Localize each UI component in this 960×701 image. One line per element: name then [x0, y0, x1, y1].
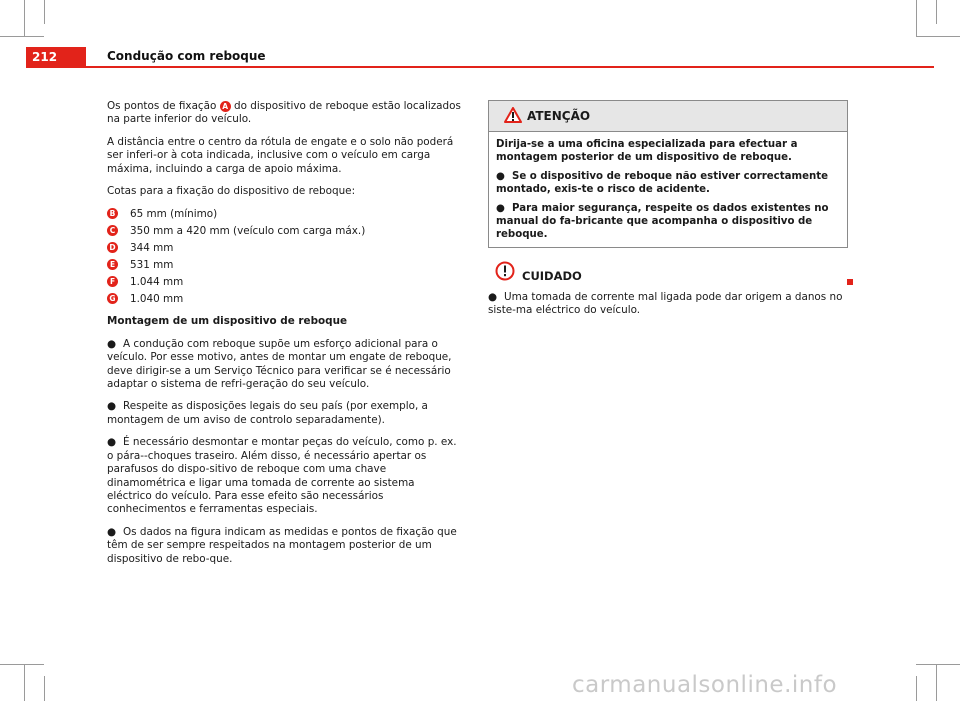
- mounting-bullet: [107, 338, 462, 392]
- mounting-title: Montagem de um dispositivo de reboque: [107, 315, 348, 328]
- warning-triangle-icon: [504, 107, 522, 123]
- crop-mark: [44, 0, 45, 24]
- bullet-text: Respeite as disposições legais do seu país (por exemplo, a montagem de um aviso de controlo separadamente).: [107, 400, 428, 426]
- bullet-text: A condução com reboque supõe um esforço adicional para o veículo. Por esse motivo, antes de montar um engate de reboque, deve dirigir-se a um Serviço Técnico para verificar se é necessário adaptar o sistema de refri-geração do seu veículo.: [107, 337, 452, 391]
- marker-c: C: [107, 225, 118, 236]
- dimension-value: 344 mm: [130, 242, 174, 255]
- dimension-value: 1.040 mm: [130, 293, 184, 306]
- marker-a: A: [220, 101, 231, 112]
- bullet-dot: ●: [496, 203, 505, 214]
- marker-d: D: [107, 242, 118, 253]
- caution-title: CUIDADO: [522, 269, 582, 283]
- bullet-text: Se o dispositivo de reboque não estiver correctamente montado, exis-te o risco de acidente.: [496, 171, 829, 195]
- left-column: [107, 100, 462, 575]
- mounting-bullet: [107, 436, 462, 516]
- dimension-list: [107, 207, 462, 309]
- dimension-value: 65 mm (mínimo): [130, 208, 218, 221]
- bullet-text: É necessário desmontar e montar peças do veículo, como p. ex. o pára--choques traseiro. Além disso, é necessário apertar os parafusos do dispo-sitivo de reboque com uma chave dinamométrica e ligar uma tomada de corrente ao sistema eléctrico do veículo. Para esse efeito são necessários conhecimentos e ferramentas especiais.: [107, 436, 457, 516]
- crop-mark: [0, 664, 44, 665]
- caution-bullet: [488, 291, 848, 318]
- dimension-item: [107, 207, 462, 224]
- bullet-dot: ●: [107, 525, 117, 538]
- dimension-value: 350 mm a 420 mm (veículo com carga máx.): [130, 225, 366, 238]
- crop-mark: [916, 664, 960, 665]
- warning-bullet: [496, 170, 840, 196]
- bullet-dot: ●: [107, 436, 117, 449]
- dimensions-intro: Cotas para a fixação do dispositivo de reboque:: [107, 185, 356, 198]
- crop-mark: [916, 676, 917, 701]
- mounting-bullet: [107, 400, 462, 427]
- intro-paragraph: [107, 100, 462, 127]
- bullet-dot: ●: [488, 291, 498, 303]
- crop-mark: [0, 36, 44, 37]
- warning-body: [489, 132, 847, 247]
- marker-g: G: [107, 293, 118, 304]
- dimension-value: 1.044 mm: [130, 276, 184, 289]
- dimension-item: [107, 241, 462, 258]
- intro-text-rest: do dispositivo de reboque estão localizados na parte inferior do veículo.: [107, 100, 461, 126]
- caution-section: [488, 261, 848, 318]
- caution-header: [488, 261, 848, 287]
- intro-text: Os pontos de fixação: [107, 100, 220, 112]
- page-number: 212: [26, 47, 86, 68]
- section-end-mark: [847, 279, 853, 285]
- crop-mark: [44, 676, 45, 701]
- crop-mark: [936, 664, 937, 701]
- right-column: [488, 100, 848, 318]
- dimension-item: [107, 292, 462, 309]
- crop-mark: [916, 0, 917, 36]
- exclamation-circle-icon: [495, 261, 515, 281]
- warning-intro: Dirija-se a uma oficina especializada para efectuar a montagem posterior de um dispositivo de reboque.: [496, 139, 798, 163]
- crop-mark: [936, 0, 937, 24]
- dimension-item: [107, 275, 462, 292]
- marker-e: E: [107, 259, 118, 270]
- bullet-text: Os dados na figura indicam as medidas e pontos de fixação que têm de ser sempre respeitados na montagem posterior de um dispositivo de rebo-que.: [107, 525, 457, 565]
- page-title: Condução com reboque: [107, 49, 266, 63]
- distance-paragraph: A distância entre o centro da rótula de engate e o solo não poderá ser inferi-or à cota indicada, inclusive com o veículo em carga máxima, incluindo a carga de apoio máxima.: [107, 135, 454, 175]
- warning-header: [489, 101, 847, 132]
- dimension-item: [107, 224, 462, 241]
- header-rule: [86, 66, 934, 68]
- dimension-value: 531 mm: [130, 259, 174, 272]
- bullet-dot: ●: [107, 337, 117, 350]
- watermark: carmanualsonline.info: [572, 672, 838, 698]
- bullet-text: Uma tomada de corrente mal ligada pode dar origem a danos no siste-ma eléctrico do veículo.: [488, 291, 843, 317]
- marker-b: B: [107, 208, 118, 219]
- warning-box: [488, 100, 848, 248]
- crop-mark: [916, 36, 960, 37]
- marker-f: F: [107, 276, 118, 287]
- bullet-dot: ●: [107, 400, 117, 413]
- dimension-item: [107, 258, 462, 275]
- crop-mark: [24, 664, 25, 701]
- crop-mark: [24, 0, 25, 36]
- warning-title: ATENÇÃO: [527, 109, 591, 123]
- mounting-bullet: [107, 526, 462, 566]
- warning-bullet: [496, 202, 840, 241]
- bullet-text: Para maior segurança, respeite os dados existentes no manual do fa-bricante que acompanha o dispositivo de reboque.: [496, 203, 829, 240]
- bullet-dot: ●: [496, 171, 505, 182]
